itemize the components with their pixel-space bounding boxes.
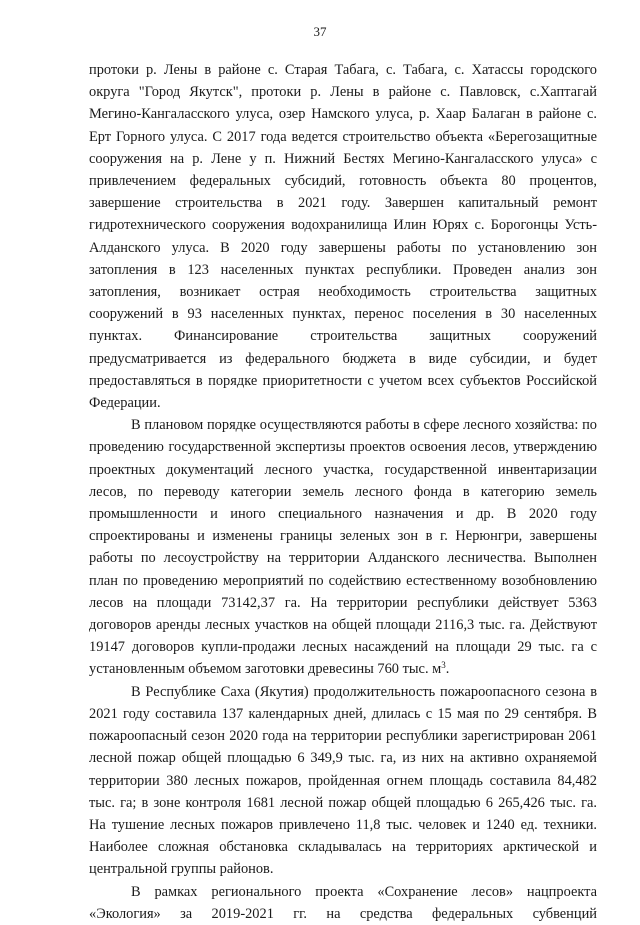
paragraph-fire-season: В Республике Саха (Якутия) продолжительность пожароопасного сезона в 2021 году составила 137 календарных дней, длилась с 15 мая по 29 сентября. В пожароопасный сезон 2020 года на территории республики зарегистрирован 2061 лесной пожар общей площадью 6 349,9 тыс. га, из них на активно охраняемой территории 380 лесных пожаров, пройденная огнем площадь составила 84,482 тыс. га; в зоне контроля 1681 лесной пожар общей площадью 6 265,426 тыс. га. На тушение лесных пожаров привлечено 11,8 тыс. человек и 1240 ед. техники. Наиболее сложная обстановка складывалась на территориях арктической и центральной группы районов. [89, 683, 597, 878]
paragraph-forestry-end: . [445, 661, 450, 678]
paragraph-forest-project: В рамках регионального проекта «Сохранение лесов» нацпроекта «Экология» за 2019-2021 гг. на средства федеральных субвенций [89, 883, 597, 922]
paragraph-forestry [89, 414, 597, 680]
document-body [89, 59, 597, 925]
paragraph-forestry-text: В плановом порядке осуществляются работы в сфере лесного хозяйства: по проведению государственной экспертизы проектов освоения лесов, утверждению проектных документаций лесного участка, государственной инвентаризации лесов, по переводу категории земель лесного фонда в категорию земель промышленности и иного специального назначения и др. В 2020 году спроектированы и изменены границы зеленых зон в г. Нерюнгри, завершены работы по лесоустройству на территории Алданского лесничества. Выполнен план по проведению мероприятий по содействию естественному возобновлению лесов на площади 73142,37 га. На территории республики действует 5363 договоров аренды лесных участков на общей площади 2116,3 тыс. га. Действуют 19147 договоров купли-продажи лесных насаждений на площади 29 тыс. га с установленным объемом заготовки древесины 760 тыс. м [89, 417, 597, 678]
paragraph-flood-protection: протоки р. Лены в районе с. Старая Табага, с. Табага, с. Хатассы городского округа "Город Якутск", протоки р. Лены в районе с. Павловск, с.Хаптагай Мегино-Кангаласского улуса, озер Намского улуса, р. Хаар Балаган в районе с. Ерт Горного улуса. С 2017 года ведется строительство объекта «Берегозащитные сооружения на р. Лене у п. Нижний Бестях Мегино-Кангаласского улуса» с привлечением федеральных субсидий, готовность объекта 80 процентов, завершение строительства в 2021 году. Завершен капитальный ремонт гидротехнического сооружения водохранилища Илин Юрях с. Борогонцы Усть-Алданского улуса. В 2020 году завершены работы по установлению зон затопления в 123 населенных пунктах республики. Проведен анализ зон затопления, возникает острая необходимость строительства защитных сооружений в 93 населенных пунктах, перенос поселения в 30 населенных пунктах. Финансирование строительства защитных сооружений предусматривается из федерального бюджета в виде субсидии, и будет предоставляться в порядке приоритетности с учетом всех субъектов Российской Федерации. [89, 62, 597, 412]
cubic-superscript: 3 [441, 660, 446, 671]
page-number: 37 [313, 24, 327, 39]
